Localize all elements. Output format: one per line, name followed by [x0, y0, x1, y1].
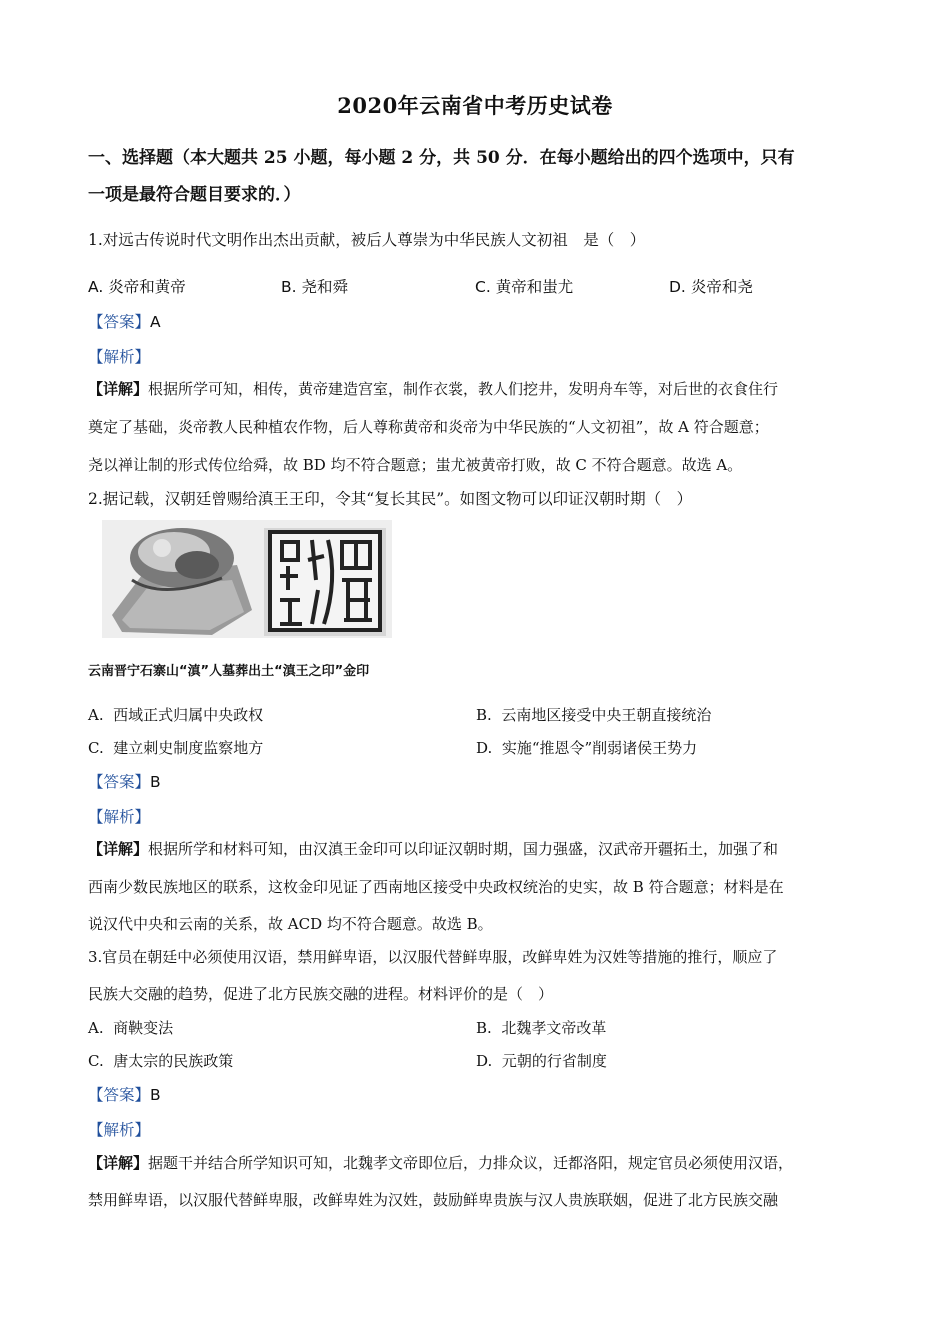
question-3-detail-line-2: 禁用鲜卑语，以汉服代替鲜卑服，改鲜卑姓为汉姓，鼓励鲜卑贵族与汉人贵族联姻，促进了北方民族交融	[88, 1191, 779, 1209]
option-text: 尧和舜	[301, 278, 349, 296]
question-3-detail-line-1	[88, 1152, 793, 1173]
section-heading-line-2: 一项是最符合题目要求的．）	[88, 185, 301, 205]
answer-value: B	[150, 1086, 161, 1104]
detail-label: 【详解】	[88, 380, 149, 398]
option-text: 炎帝和黄帝	[108, 278, 186, 296]
option-key: D.	[669, 278, 686, 296]
option-key: B.	[476, 1019, 492, 1037]
question-1-detail-line-2: 奠定了基础，炎帝教人民种植农作物，后人尊称黄帝和炎帝为中华民族的“人文初祖”，故 A 符合题意；	[88, 418, 769, 436]
question-1-option-b	[281, 275, 348, 297]
question-3-answer	[88, 1083, 161, 1105]
question-1-option-a	[88, 275, 186, 297]
answer-label: 【答案】	[88, 313, 151, 331]
question-3-option-b	[476, 1017, 606, 1038]
question-3-analysis-label	[88, 1118, 150, 1140]
option-key: A.	[88, 706, 104, 724]
option-text: 建立刺史制度监察地方	[113, 739, 264, 757]
image-caption: 云南晋宁石寨山“滇”人墓葬出土“滇王之印”金印	[88, 664, 370, 679]
question-2-option-c	[88, 737, 263, 758]
option-key: A.	[88, 278, 104, 296]
question-1-answer	[88, 310, 161, 332]
option-key: B.	[476, 706, 492, 724]
analysis-label: 【解析】	[88, 1121, 151, 1139]
question-1-detail-line-3: 尧以禅让制的形式传位给舜，故 BD 均不符合题意；蚩尤被黄帝打败，故 C 不符合题意。故选 A。	[88, 456, 743, 474]
answer-value: A	[150, 313, 161, 331]
option-text: 云南地区接受中央王朝直接统治	[501, 706, 712, 724]
option-text: 西域正式归属中央政权	[113, 706, 264, 724]
option-key: B.	[281, 278, 297, 296]
question-2-option-b	[476, 704, 711, 725]
question-2-stem: 2.据记载，汉朝廷曾赐给滇王王印，令其“复长其民”。如图文物可以印证汉朝时期（ ）	[88, 490, 693, 508]
answer-label: 【答案】	[88, 773, 151, 791]
question-1-option-d	[669, 275, 753, 297]
question-1-analysis-label	[88, 345, 150, 367]
question-3-stem-line-2: 民族大交融的趋势，促进了北方民族交融的进程。材料评价的是（ ）	[88, 985, 554, 1003]
option-key: A.	[88, 1019, 104, 1037]
question-3-option-a	[88, 1017, 173, 1038]
detail-label: 【详解】	[88, 840, 149, 858]
detail-label: 【详解】	[88, 1154, 149, 1172]
detail-text: 据题干并结合所学知识可知，北魏孝文帝即位后，力排众议，迁都洛阳，规定官员必须使用汉语，	[148, 1154, 794, 1172]
option-text: 黄帝和蚩尤	[495, 278, 574, 296]
question-2-detail-line-3: 说汉代中央和云南的关系，故 ACD 均不符合题意。故选 B。	[88, 915, 493, 933]
section-heading-line-1: 一、选择题（本大题共 25 小题，每小题 2 分，共 50 分．在每小题给出的四个选项中，只有	[88, 148, 795, 168]
question-2-option-d	[476, 737, 697, 758]
question-3-stem-line-1: 3.官员在朝廷中必须使用汉语，禁用鲜卑语，以汉服代替鲜卑服，改鲜卑姓为汉姓等措施的推行，顺应了	[88, 948, 778, 966]
option-key: C.	[475, 278, 491, 296]
seal-illustration	[102, 520, 392, 638]
answer-value: B	[150, 773, 161, 791]
option-text: 元朝的行省制度	[501, 1052, 607, 1070]
option-text: 炎帝和尧	[690, 278, 753, 296]
analysis-label: 【解析】	[88, 808, 151, 826]
question-1-detail-line-1	[88, 378, 778, 399]
detail-text: 根据所学可知，相传，黄帝建造宫室，制作衣裳，教人们挖井，发明舟车等，对后世的衣食住行	[148, 380, 779, 398]
question-3-option-c	[88, 1050, 233, 1071]
question-2-option-a	[88, 704, 263, 725]
option-text: 实施“推恩令”削弱诸侯王势力	[501, 739, 698, 757]
option-text: 唐太宗的民族政策	[113, 1052, 234, 1070]
option-key: C.	[88, 1052, 104, 1070]
option-key: D.	[476, 739, 493, 757]
question-1-option-c	[475, 275, 573, 297]
option-text: 北魏孝文帝改革	[501, 1019, 607, 1037]
option-key: C.	[88, 739, 104, 757]
question-2-analysis-label	[88, 805, 150, 827]
question-1-stem: 1.对远古传说时代文明作出杰出贡献，被后人尊崇为中华民族人文初祖 是（ ）	[88, 231, 646, 249]
detail-text: 根据所学和材料可知，由汉滇王金印可以印证汉朝时期，国力强盛，汉武帝开疆拓土，加强了和	[148, 840, 779, 858]
question-2-detail-line-1	[88, 838, 778, 859]
gold-seal-photo	[102, 520, 392, 638]
page-title: 2020年云南省中考历史试卷	[337, 93, 613, 118]
option-text: 商鞅变法	[113, 1019, 174, 1037]
analysis-label: 【解析】	[88, 348, 151, 366]
question-2-detail-line-2: 西南少数民族地区的联系，这枚金印见证了西南地区接受中央政权统治的史实，故 B 符合题意；材料是在	[88, 878, 784, 896]
question-3-option-d	[476, 1050, 607, 1071]
question-2-answer	[88, 770, 161, 792]
answer-label: 【答案】	[88, 1086, 151, 1104]
option-key: D.	[476, 1052, 493, 1070]
